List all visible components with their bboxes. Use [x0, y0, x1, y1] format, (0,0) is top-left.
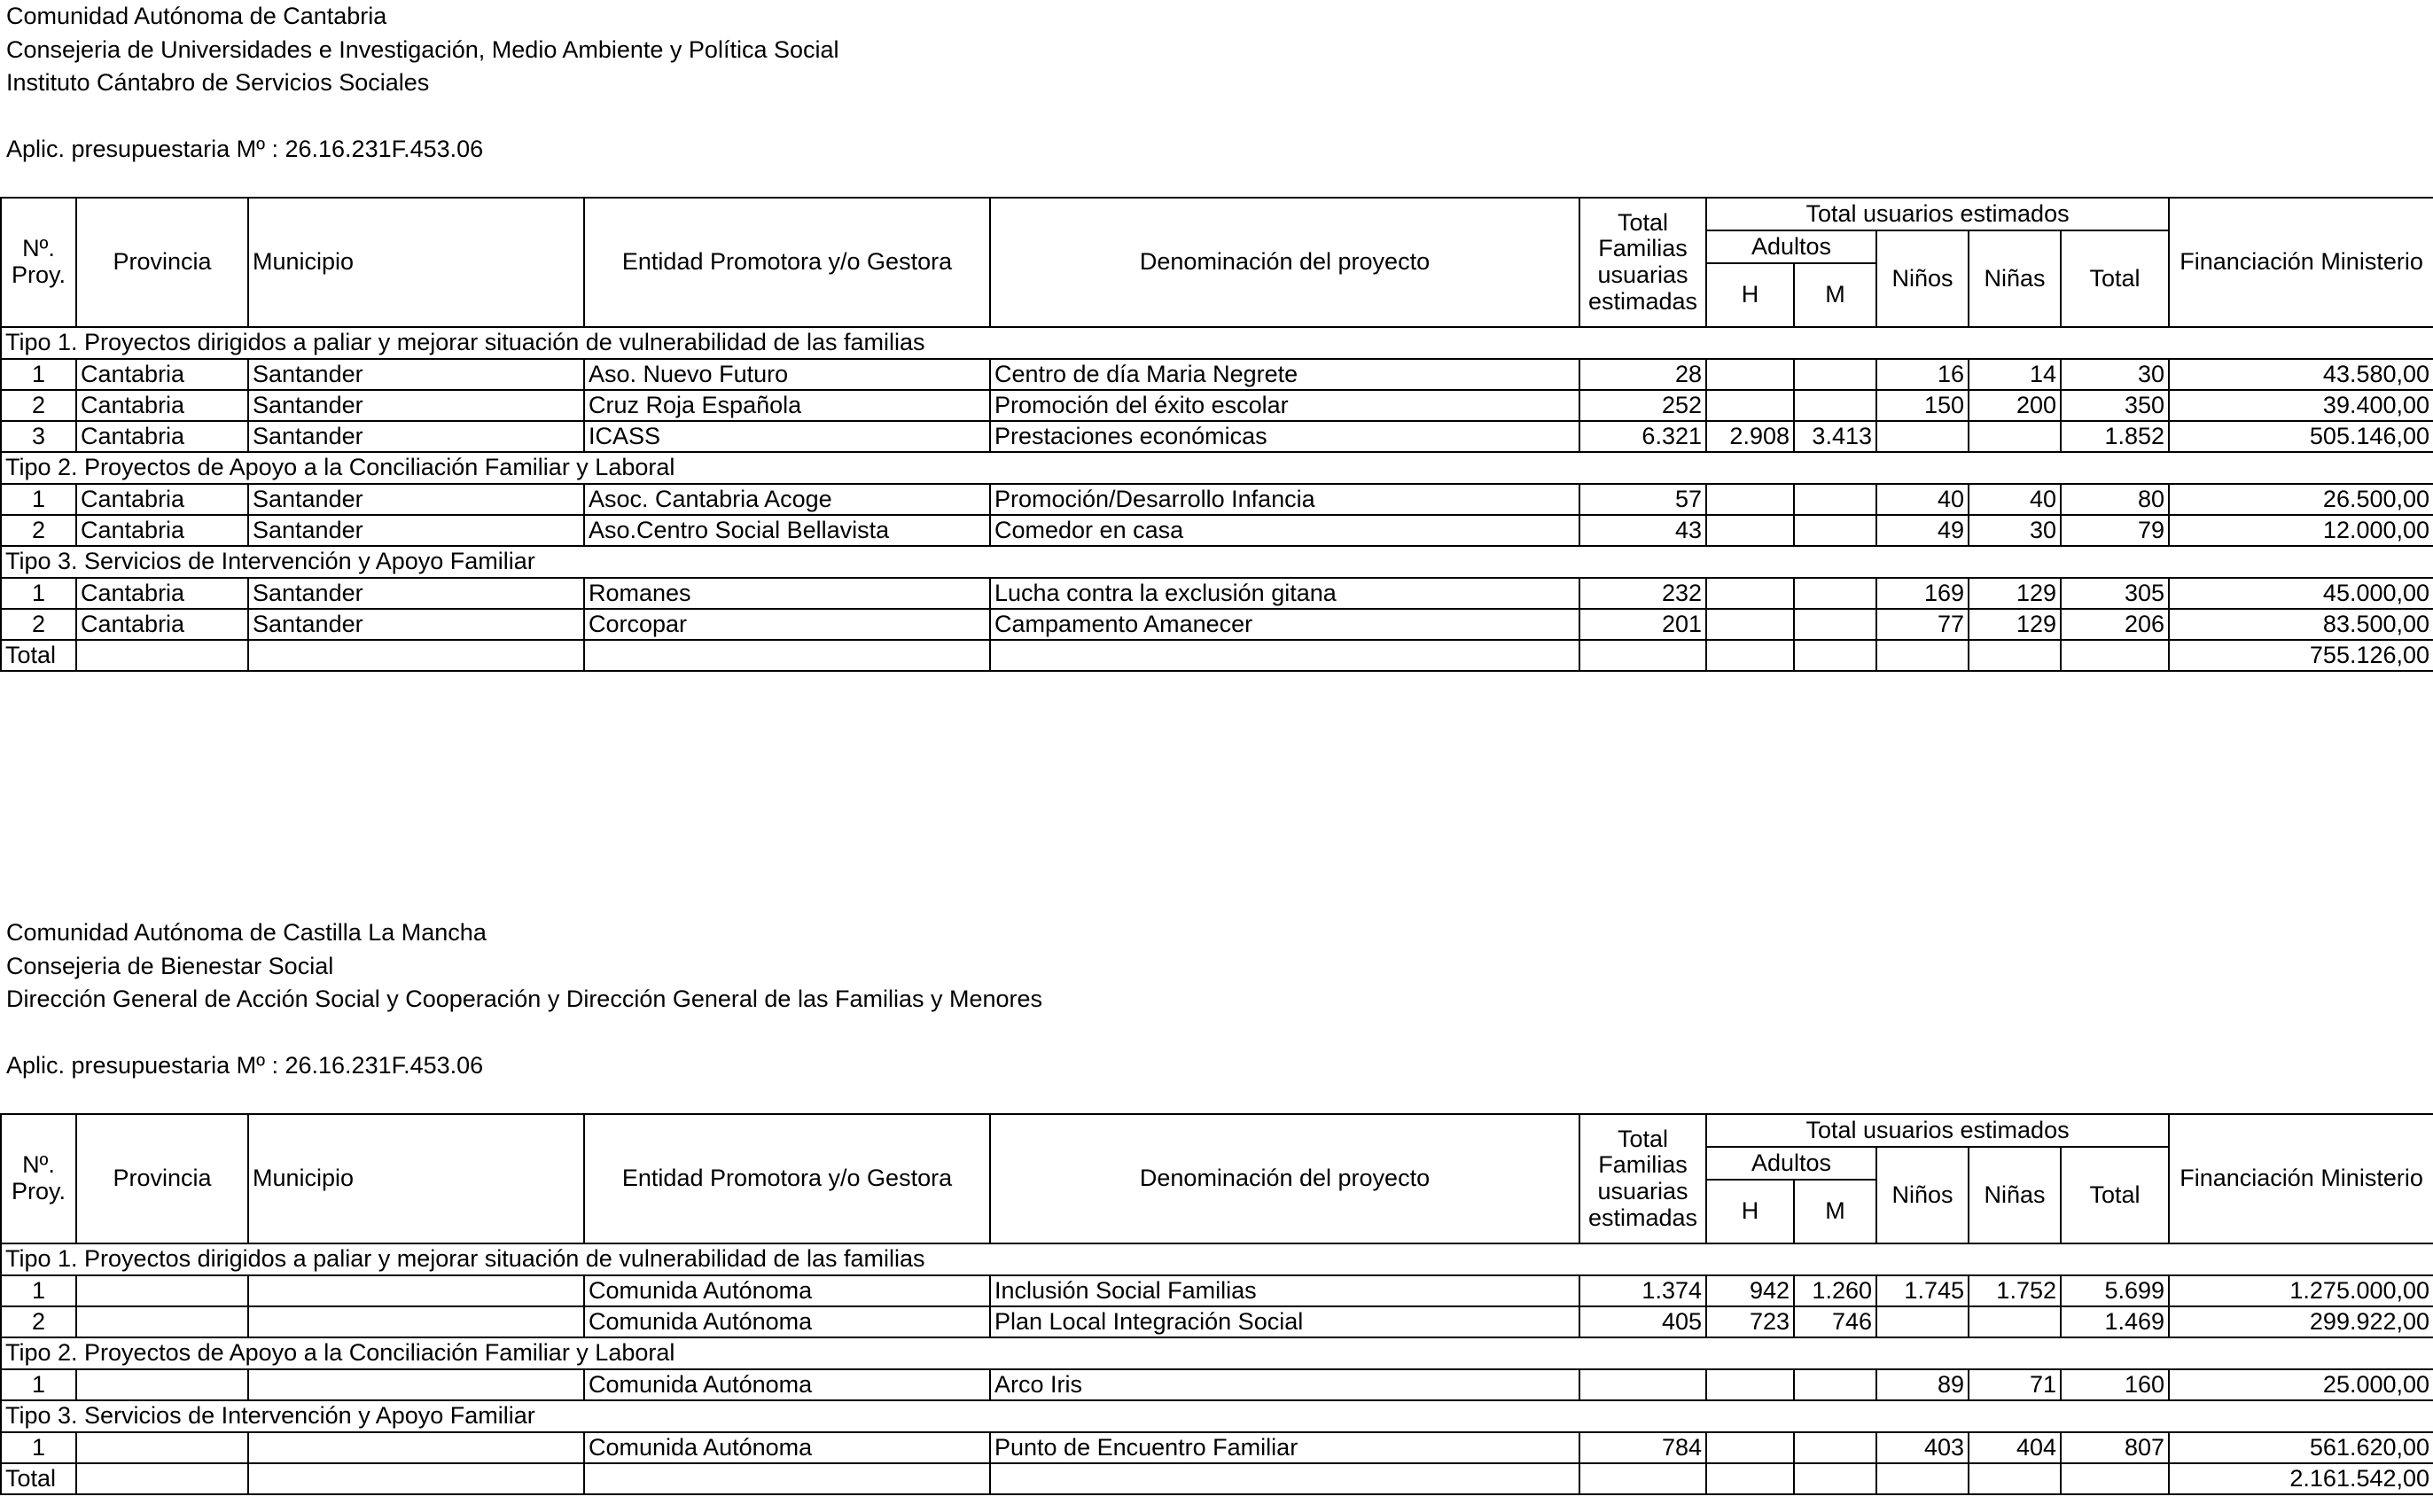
col-header-familias: Total Familias usuarias estimadas — [1579, 198, 1706, 327]
col-header-familias: Total Familias usuarias estimadas — [1579, 1114, 1706, 1243]
cell-m: 746 — [1794, 1306, 1876, 1337]
col-header-adultos: Adultos — [1706, 1147, 1876, 1180]
cell-h — [1706, 578, 1794, 609]
total-empty-cell — [1794, 640, 1876, 671]
cell-ninas: 129 — [1969, 578, 2061, 609]
cell-num: 1 — [1, 484, 76, 515]
header-line-instituto: Instituto Cántabro de Servicios Sociales — [6, 69, 430, 96]
cell-m — [1794, 578, 1876, 609]
cell-total: 1.852 — [2061, 421, 2169, 452]
cell-m — [1794, 390, 1876, 421]
cell-financiacion: 12.000,00 — [2169, 515, 2433, 546]
cell-provincia: Cantabria — [76, 359, 248, 390]
cell-num: 1 — [1, 1432, 76, 1463]
cell-provincia — [76, 1369, 248, 1400]
group-title: Tipo 2. Proyectos de Apoyo a la Conciliación Familiar y Laboral — [1, 452, 2433, 484]
cell-num: 1 — [1, 1369, 76, 1400]
header-line-aplic: Aplic. presupuestaria Mº : 26.16.231F.453.06 — [6, 1052, 484, 1079]
total-empty-cell — [1876, 1463, 1969, 1494]
cell-denominacion: Comedor en casa — [990, 515, 1579, 546]
total-empty-cell — [2061, 640, 2169, 671]
projects-table-cantabria — [0, 197, 2433, 672]
cell-ninas — [1969, 421, 2061, 452]
table-header-row — [1, 1114, 2433, 1147]
cell-ninas: 1.752 — [1969, 1275, 2061, 1306]
cell-ninos: 169 — [1876, 578, 1969, 609]
col-header-ninos: Niños — [1876, 1147, 1969, 1243]
cell-financiacion: 45.000,00 — [2169, 578, 2433, 609]
cell-municipio — [248, 1369, 584, 1400]
cell-num: 3 — [1, 421, 76, 452]
cell-municipio — [248, 1306, 584, 1337]
cell-entidad: Aso. Nuevo Futuro — [584, 359, 990, 390]
cell-familias: 201 — [1579, 609, 1706, 640]
group-row — [1, 546, 2433, 578]
cell-m: 3.413 — [1794, 421, 1876, 452]
cell-total: 79 — [2061, 515, 2169, 546]
total-empty-cell — [248, 1463, 584, 1494]
cell-entidad: Asoc. Cantabria Acoge — [584, 484, 990, 515]
cell-ninos — [1876, 421, 1969, 452]
cell-provincia: Cantabria — [76, 484, 248, 515]
total-financiacion: 2.161.542,00 — [2169, 1463, 2433, 1494]
header-line-aplic: Aplic. presupuestaria Mº : 26.16.231F.453.06 — [6, 136, 484, 162]
col-header-municipio: Municipio — [248, 1114, 584, 1243]
cell-municipio: Santander — [248, 421, 584, 452]
total-empty-cell — [248, 640, 584, 671]
cell-financiacion: 1.275.000,00 — [2169, 1275, 2433, 1306]
cell-num: 2 — [1, 390, 76, 421]
total-empty-cell — [1579, 640, 1706, 671]
col-header-ninos: Niños — [1876, 230, 1969, 327]
col-header-m: M — [1794, 263, 1876, 327]
cell-h — [1706, 359, 1794, 390]
cell-h — [1706, 609, 1794, 640]
cell-ninas: 129 — [1969, 609, 2061, 640]
table-row — [1, 578, 2433, 609]
cell-m — [1794, 515, 1876, 546]
header-line-comunidad: Comunidad Autónoma de Cantabria — [6, 3, 387, 29]
cell-entidad: Aso.Centro Social Bellavista — [584, 515, 990, 546]
total-financiacion: 755.126,00 — [2169, 640, 2433, 671]
col-header-entidad: Entidad Promotora y/o Gestora — [584, 198, 990, 327]
total-empty-cell — [1579, 1463, 1706, 1494]
cell-total: 350 — [2061, 390, 2169, 421]
cell-familias: 1.374 — [1579, 1275, 1706, 1306]
total-empty-cell — [584, 640, 990, 671]
cell-m — [1794, 1369, 1876, 1400]
cell-num: 2 — [1, 1306, 76, 1337]
cell-familias: 232 — [1579, 578, 1706, 609]
cell-financiacion: 299.922,00 — [2169, 1306, 2433, 1337]
col-header-num: Nº. Proy. — [1, 198, 76, 327]
col-header-provincia: Provincia — [76, 198, 248, 327]
cell-h: 942 — [1706, 1275, 1794, 1306]
total-empty-cell — [1876, 640, 1969, 671]
cell-num: 1 — [1, 1275, 76, 1306]
cell-ninos: 16 — [1876, 359, 1969, 390]
table-row — [1, 421, 2433, 452]
col-header-total: Total — [2061, 1147, 2169, 1243]
group-row — [1, 327, 2433, 359]
cell-ninos: 40 — [1876, 484, 1969, 515]
cell-familias: 6.321 — [1579, 421, 1706, 452]
group-row — [1, 1400, 2433, 1432]
cell-h — [1706, 1432, 1794, 1463]
cell-h — [1706, 390, 1794, 421]
cell-ninas: 30 — [1969, 515, 2061, 546]
cell-familias: 252 — [1579, 390, 1706, 421]
cell-h — [1706, 484, 1794, 515]
cell-denominacion: Punto de Encuentro Familiar — [990, 1432, 1579, 1463]
cell-municipio: Santander — [248, 609, 584, 640]
cell-m — [1794, 609, 1876, 640]
cell-ninos: 150 — [1876, 390, 1969, 421]
total-empty-cell — [76, 640, 248, 671]
cell-total: 5.699 — [2061, 1275, 2169, 1306]
col-header-adultos: Adultos — [1706, 230, 1876, 263]
cell-provincia: Cantabria — [76, 578, 248, 609]
col-header-m: M — [1794, 1180, 1876, 1243]
col-header-num: Nº. Proy. — [1, 1114, 76, 1243]
table-row — [1, 1432, 2433, 1463]
total-label: Total — [1, 1463, 76, 1494]
col-header-entidad: Entidad Promotora y/o Gestora — [584, 1114, 990, 1243]
cell-provincia — [76, 1432, 248, 1463]
cell-provincia — [76, 1306, 248, 1337]
cell-familias: 57 — [1579, 484, 1706, 515]
total-empty-cell — [76, 1463, 248, 1494]
group-row — [1, 452, 2433, 484]
cell-municipio: Santander — [248, 359, 584, 390]
cell-total: 1.469 — [2061, 1306, 2169, 1337]
cell-municipio: Santander — [248, 484, 584, 515]
cell-m — [1794, 359, 1876, 390]
cell-ninos: 77 — [1876, 609, 1969, 640]
cell-entidad: Comunida Autónoma — [584, 1275, 990, 1306]
cell-m: 1.260 — [1794, 1275, 1876, 1306]
group-title: Tipo 3. Servicios de Intervención y Apoyo Familiar — [1, 546, 2433, 578]
group-title: Tipo 1. Proyectos dirigidos a paliar y mejorar situación de vulnerabilidad de las familias — [1, 327, 2433, 359]
col-header-ninas: Niñas — [1969, 1147, 2061, 1243]
projects-table-castilla-la-mancha — [0, 1113, 2433, 1495]
table-row — [1, 1306, 2433, 1337]
cell-provincia: Cantabria — [76, 609, 248, 640]
cell-denominacion: Lucha contra la exclusión gitana — [990, 578, 1579, 609]
cell-financiacion: 26.500,00 — [2169, 484, 2433, 515]
cell-provincia — [76, 1275, 248, 1306]
cell-total: 807 — [2061, 1432, 2169, 1463]
section-header-castilla-la-mancha — [6, 916, 1042, 1083]
cell-denominacion: Campamento Amanecer — [990, 609, 1579, 640]
cell-ninos: 89 — [1876, 1369, 1969, 1400]
total-row — [1, 640, 2433, 671]
cell-m — [1794, 1432, 1876, 1463]
cell-ninas: 14 — [1969, 359, 2061, 390]
col-header-total: Total — [2061, 230, 2169, 327]
cell-ninas: 404 — [1969, 1432, 2061, 1463]
col-header-ninas: Niñas — [1969, 230, 2061, 327]
cell-num: 2 — [1, 609, 76, 640]
cell-total: 305 — [2061, 578, 2169, 609]
cell-entidad: Comunida Autónoma — [584, 1306, 990, 1337]
cell-familias — [1579, 1369, 1706, 1400]
col-header-denominacion: Denominación del proyecto — [990, 198, 1579, 327]
table-header-row — [1, 198, 2433, 230]
cell-municipio: Santander — [248, 578, 584, 609]
cell-entidad: Romanes — [584, 578, 990, 609]
cell-familias: 784 — [1579, 1432, 1706, 1463]
cell-ninas: 40 — [1969, 484, 2061, 515]
total-empty-cell — [1969, 1463, 2061, 1494]
cell-denominacion: Arco Iris — [990, 1369, 1579, 1400]
group-title: Tipo 2. Proyectos de Apoyo a la Conciliación Familiar y Laboral — [1, 1337, 2433, 1369]
cell-financiacion: 43.580,00 — [2169, 359, 2433, 390]
cell-ninas: 71 — [1969, 1369, 2061, 1400]
cell-financiacion: 561.620,00 — [2169, 1432, 2433, 1463]
group-row — [1, 1243, 2433, 1275]
total-empty-cell — [1706, 1463, 1794, 1494]
cell-entidad: Comunida Autónoma — [584, 1432, 990, 1463]
cell-entidad: Corcopar — [584, 609, 990, 640]
header-line-direccion: Dirección General de Acción Social y Cooperación y Dirección General de las Familias y Menores — [6, 986, 1043, 1012]
header-line-consejeria: Consejeria de Bienestar Social — [6, 952, 334, 979]
cell-financiacion: 25.000,00 — [2169, 1369, 2433, 1400]
col-header-financiacion: Financiación Ministerio — [2169, 198, 2433, 327]
cell-h — [1706, 1369, 1794, 1400]
cell-ninos: 49 — [1876, 515, 1969, 546]
total-empty-cell — [584, 1463, 990, 1494]
table-row — [1, 515, 2433, 546]
col-header-denominacion: Denominación del proyecto — [990, 1114, 1579, 1243]
total-empty-cell — [990, 1463, 1579, 1494]
col-header-h: H — [1706, 263, 1794, 327]
cell-ninos: 403 — [1876, 1432, 1969, 1463]
cell-denominacion: Centro de día Maria Negrete — [990, 359, 1579, 390]
table-row — [1, 359, 2433, 390]
cell-entidad: Cruz Roja Española — [584, 390, 990, 421]
cell-num: 2 — [1, 515, 76, 546]
cell-h — [1706, 515, 1794, 546]
total-empty-cell — [2061, 1463, 2169, 1494]
cell-ninos: 1.745 — [1876, 1275, 1969, 1306]
total-empty-cell — [990, 640, 1579, 671]
col-header-usuarios: Total usuarios estimados — [1706, 1114, 2169, 1147]
cell-financiacion: 39.400,00 — [2169, 390, 2433, 421]
cell-financiacion: 83.500,00 — [2169, 609, 2433, 640]
cell-h: 2.908 — [1706, 421, 1794, 452]
cell-provincia: Cantabria — [76, 390, 248, 421]
total-label: Total — [1, 640, 76, 671]
cell-municipio — [248, 1432, 584, 1463]
col-header-provincia: Provincia — [76, 1114, 248, 1243]
col-header-financiacion: Financiación Ministerio — [2169, 1114, 2433, 1243]
cell-num: 1 — [1, 578, 76, 609]
total-row — [1, 1463, 2433, 1494]
group-title: Tipo 1. Proyectos dirigidos a paliar y mejorar situación de vulnerabilidad de las familias — [1, 1243, 2433, 1275]
cell-provincia: Cantabria — [76, 515, 248, 546]
table-row — [1, 1369, 2433, 1400]
col-header-usuarios: Total usuarios estimados — [1706, 198, 2169, 230]
table-row — [1, 609, 2433, 640]
total-empty-cell — [1969, 640, 2061, 671]
cell-municipio: Santander — [248, 515, 584, 546]
total-empty-cell — [1794, 1463, 1876, 1494]
table-row — [1, 390, 2433, 421]
cell-denominacion: Inclusión Social Familias — [990, 1275, 1579, 1306]
cell-total: 80 — [2061, 484, 2169, 515]
cell-denominacion: Prestaciones económicas — [990, 421, 1579, 452]
col-header-municipio: Municipio — [248, 198, 584, 327]
group-row — [1, 1337, 2433, 1369]
cell-m — [1794, 484, 1876, 515]
cell-entidad: ICASS — [584, 421, 990, 452]
cell-entidad: Comunida Autónoma — [584, 1369, 990, 1400]
cell-municipio — [248, 1275, 584, 1306]
cell-denominacion: Promoción del éxito escolar — [990, 390, 1579, 421]
table-row — [1, 484, 2433, 515]
cell-total: 160 — [2061, 1369, 2169, 1400]
cell-familias: 43 — [1579, 515, 1706, 546]
cell-municipio: Santander — [248, 390, 584, 421]
cell-h: 723 — [1706, 1306, 1794, 1337]
cell-denominacion: Plan Local Integración Social — [990, 1306, 1579, 1337]
section-header-cantabria — [6, 0, 839, 167]
table-row — [1, 1275, 2433, 1306]
col-header-h: H — [1706, 1180, 1794, 1243]
cell-denominacion: Promoción/Desarrollo Infancia — [990, 484, 1579, 515]
cell-total: 206 — [2061, 609, 2169, 640]
cell-provincia: Cantabria — [76, 421, 248, 452]
cell-ninas — [1969, 1306, 2061, 1337]
header-line-comunidad: Comunidad Autónoma de Castilla La Mancha — [6, 919, 487, 946]
cell-ninos — [1876, 1306, 1969, 1337]
cell-familias: 405 — [1579, 1306, 1706, 1337]
header-line-consejeria: Consejeria de Universidades e Investigación, Medio Ambiente y Política Social — [6, 35, 839, 63]
group-title: Tipo 3. Servicios de Intervención y Apoyo Familiar — [1, 1400, 2433, 1432]
cell-familias: 28 — [1579, 359, 1706, 390]
cell-total: 30 — [2061, 359, 2169, 390]
total-empty-cell — [1706, 640, 1794, 671]
cell-ninas: 200 — [1969, 390, 2061, 421]
cell-financiacion: 505.146,00 — [2169, 421, 2433, 452]
cell-num: 1 — [1, 359, 76, 390]
